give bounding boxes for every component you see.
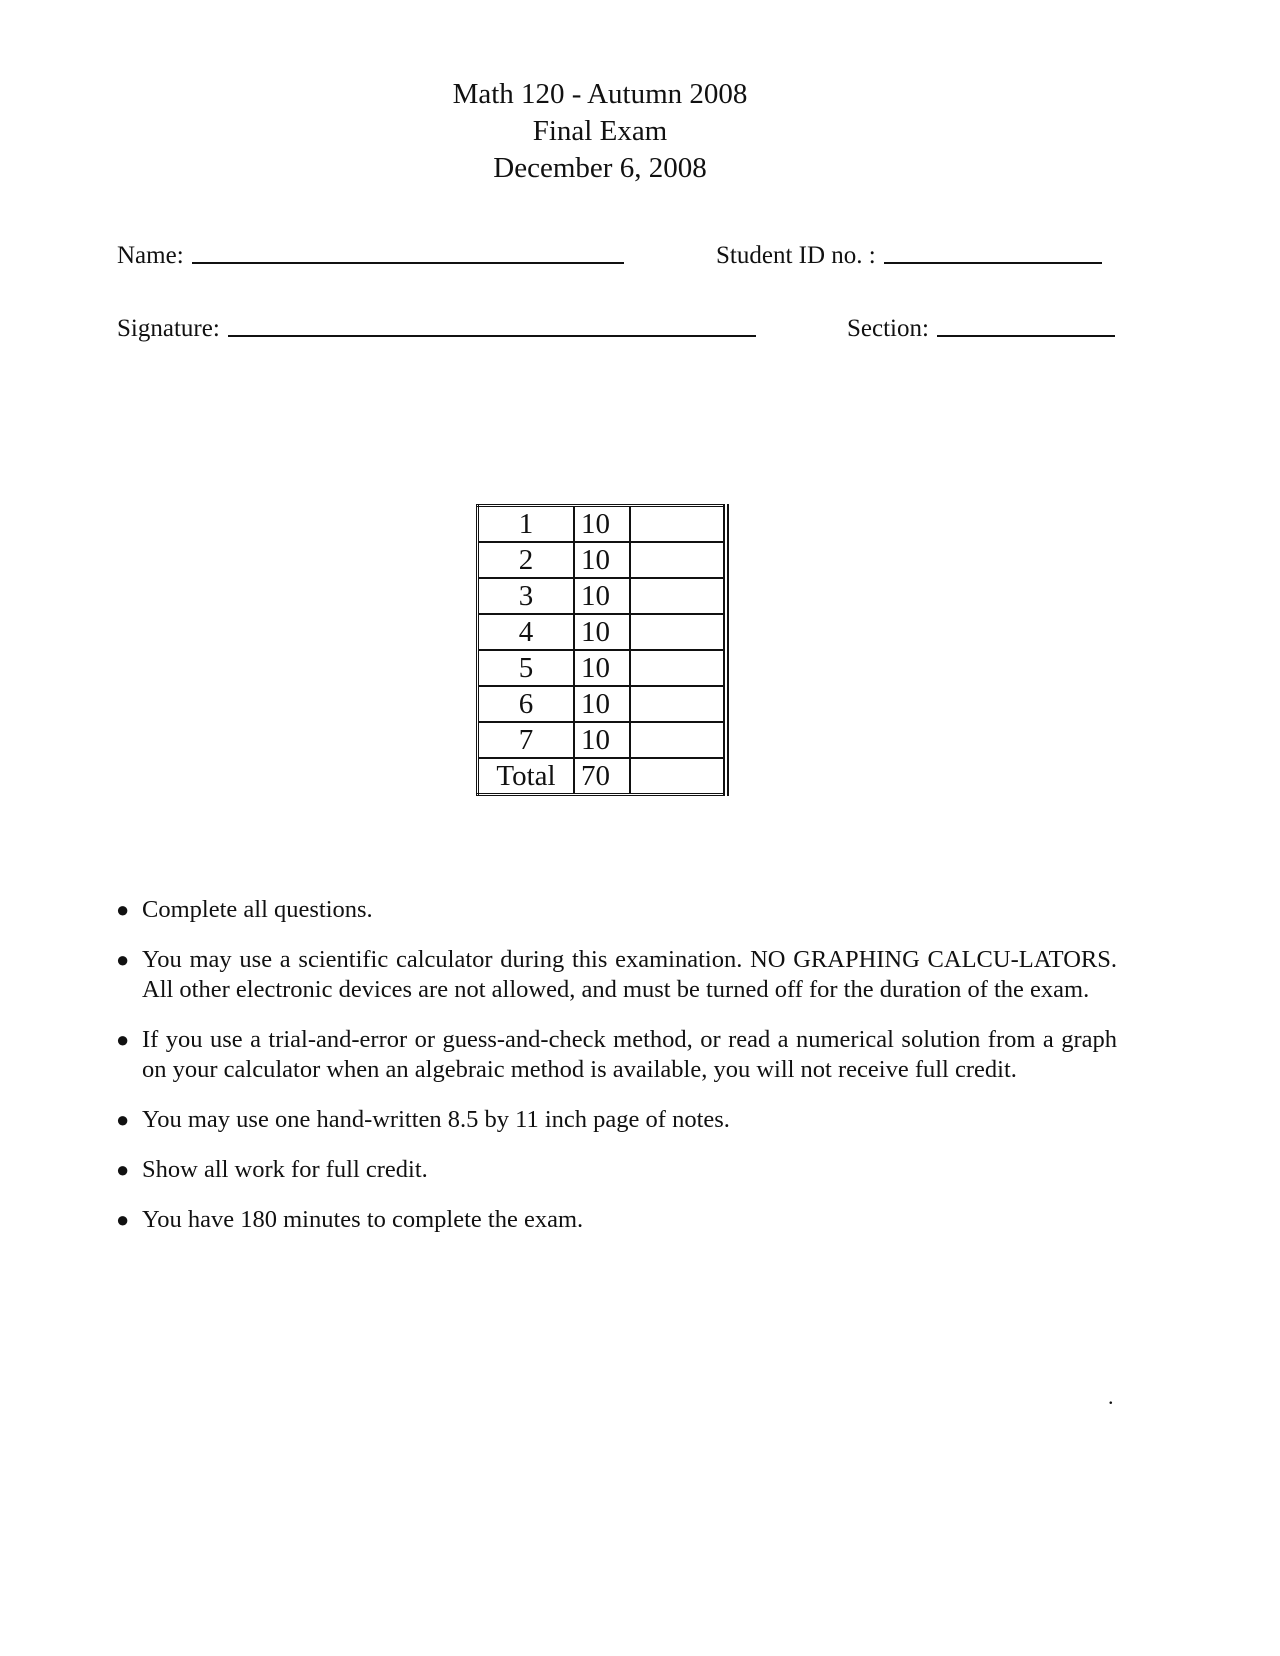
question-points: 10 [574,650,630,686]
exam-title: Final Exam [532,115,668,147]
question-points: 70 [574,758,630,795]
question-points: 10 [574,686,630,722]
question-number: Total [478,758,575,795]
score-row [478,722,727,758]
bullet-icon: ● [116,1207,130,1232]
instructions-list [112,895,1117,1255]
question-number: 7 [478,722,575,758]
name-field[interactable] [117,242,624,270]
score-row [478,686,727,722]
score-row [478,578,727,614]
signature-label: Signature: [117,315,220,342]
signature-line[interactable] [228,335,756,337]
question-points: 10 [574,578,630,614]
question-points: 10 [574,542,630,578]
score-row [478,614,727,650]
score-row [478,758,727,795]
student-id-line[interactable] [884,262,1102,264]
score-cell[interactable] [630,542,726,578]
question-number: 6 [478,686,575,722]
instruction-item: ● Show all work for full credit. [116,1156,428,1183]
bullet-icon: ● [116,1027,130,1052]
section-label: Section: [847,315,929,342]
course-title: Math 120 - Autumn 2008 [452,78,748,110]
question-number: 5 [478,650,575,686]
score-cell[interactable] [630,506,726,543]
question-number: 1 [478,506,575,543]
question-points: 10 [574,614,630,650]
instruction-item: ● If you use a trial-and-error or guess-and-check method, or read a numerical solution from a graph on your calculator when an algebraic method is available, you will not receive full credit. [116,1026,1117,1083]
bullet-icon: ● [116,1157,130,1182]
score-row [478,650,727,686]
question-number: 2 [478,542,575,578]
question-number: 3 [478,578,575,614]
section-field[interactable] [847,315,1115,343]
footer-mark: . [1108,1384,1114,1409]
name-line[interactable] [192,262,624,264]
score-cell[interactable] [630,722,726,758]
exam-header [0,76,1200,187]
score-cell[interactable] [630,758,726,795]
name-label: Name: [117,242,184,269]
question-points: 10 [574,722,630,758]
instruction-item: ● Complete all questions. [116,896,373,923]
section-line[interactable] [937,335,1115,337]
bullet-icon: ● [116,947,130,972]
exam-date: December 6, 2008 [493,152,707,184]
score-cell[interactable] [630,578,726,614]
instruction-item: ● You may use one hand-written 8.5 by 11 inch page of notes. [116,1106,730,1133]
bullet-icon: ● [116,1107,130,1132]
student-id-label: Student ID no. : [716,242,876,269]
score-cell[interactable] [630,650,726,686]
signature-field[interactable] [117,315,756,343]
score-cell[interactable] [630,686,726,722]
instruction-item: ● You have 180 minutes to complete the exam. [116,1206,584,1233]
score-cell[interactable] [630,614,726,650]
question-points: 10 [574,506,630,543]
score-row [478,506,727,543]
student-id-field[interactable] [716,242,1102,270]
score-row [478,542,727,578]
bullet-icon: ● [116,897,130,922]
question-number: 4 [478,614,575,650]
instruction-item: ● You may use a scientific calculator during this examination. NO GRAPHING CALCU-LATORS. All other electronic devices are not allowed, and must be turned off for the duration of the exam. [116,946,1117,1003]
score-table [476,504,729,796]
